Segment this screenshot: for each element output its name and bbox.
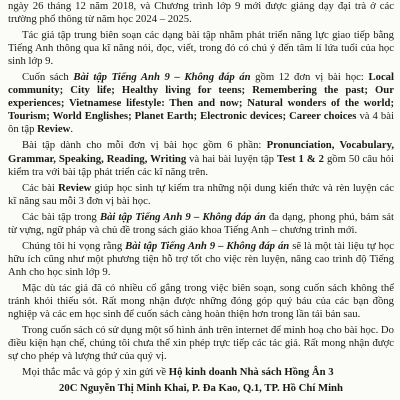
test-label: Test 1 & 2 (276, 152, 324, 165)
paragraph-feedback: Mặc dù tác giả đã có nhiều cố gắng trong việc biên soạn, song cuốn sách không thể tránh khỏi thiếu sót. Rất mong nhận được những đóng góp quý báu của các bạn đồng nghiệp và các em học sinh để cuốn sách càng hoàn thiện hơn trong lần tái bản sau. (8, 281, 394, 321)
text-run: và 4 bài ôn tập (8, 110, 394, 136)
paragraph-unit-parts (8, 139, 394, 178)
text-run: Mọi thắc mắc và góp ý xin gửi về (22, 366, 169, 379)
paragraph-contact (8, 366, 394, 379)
book-title: Bài tập Tiếng Anh 9 – Không đáp án (99, 210, 266, 223)
review-label: Review (58, 181, 92, 194)
text-run: Chúng tôi hi vọng rằng (22, 239, 126, 252)
text-run: giúp học sinh tự kiểm tra những nội dung kiến thức và rèn luyện các kĩ năng sau mỗi 3 đơn vị bài học. (8, 181, 394, 207)
unit-list: Local community; City life; Healthy living for teens; Remembering the past; Our experiences; Vietnamese lifestyle: Then and now; Natural wonders of the world; Tourism; World Englishes; Planet Earth; Electronic devices; Career choices (8, 71, 394, 123)
part-list: Pronunciation, Vocabulary, Grammar, Speaking, Reading, Writing (8, 139, 394, 165)
text-run: Các bài (22, 181, 59, 194)
paragraph-author-focus: Tác giả tập trung biên soạn các dạng bài tập nhằm phát triển năng lực giao tiếp bằng Tiếng Anh thông qua kĩ năng nói, đọc, viết, trong đó có chú ý đến tâm lí lứa tuổi của học sinh lớp 9. (8, 29, 394, 68)
review-label: Review (37, 123, 71, 136)
text-run: Cuốn sách (22, 71, 74, 84)
book-title: Bài tập Tiếng Anh 9 – Không đáp án (125, 239, 290, 252)
paragraph-images: Trong cuốn sách có sử dụng một số hình ảnh trên internet để minh hoạ cho bài học. Do điều kiện hạn chế, chúng tôi chưa thể xin phép trực tiếp các tác giả. Rất mong nhận được sự cho phép và lượng thứ của quý vị. (8, 324, 394, 363)
text-run: đa dạng, phong phú, bám sát từ vựng, ngữ pháp và chủ đề trong sách giáo khoa Tiếng Anh – chương trình mới. (8, 210, 394, 236)
text-run: gồm 12 đơn vị bài học: (250, 71, 369, 84)
book-title: Bài tập Tiếng Anh 9 – Không đáp án (73, 71, 251, 84)
text-run: sẽ là một tài liệu tự học hữu ích cũng như một phương tiện hỗ trợ tốt cho việc rèn luyện, nâng cao trình độ Tiếng Anh cho học sinh lớp 9. (8, 239, 394, 278)
company-address: 20C Nguyễn Thị Minh Khai, P. Đa Kao, Q.1, TP. Hồ Chí Minh (59, 382, 343, 395)
paragraph-intro-continuation: ngày 26 tháng 12 năm 2018, và Chương trình lớp 9 mới được giảng dạy đại trà ở các trường phổ thông từ năm học 2024 – 2025. (8, 0, 394, 26)
paragraph-review (8, 182, 394, 208)
paragraph-hope (8, 240, 394, 279)
paragraph-book-units (8, 71, 394, 136)
text-run: gồm 50 câu hỏi kiểm tra với bài tập phát triển các kĩ năng trên. (8, 152, 394, 178)
paragraph-exercises (8, 211, 394, 237)
company-name: Hộ kinh doanh Nhà sách Hồng Ân 3 (168, 366, 334, 379)
text-run: Các bài tập trong (22, 210, 100, 223)
text-run: và hai bài luyện tập (186, 152, 277, 165)
text-run: Bài tập dành cho mỗi đơn vị bài học gồm 6 phần: (22, 139, 267, 152)
text-run: . (70, 123, 74, 136)
